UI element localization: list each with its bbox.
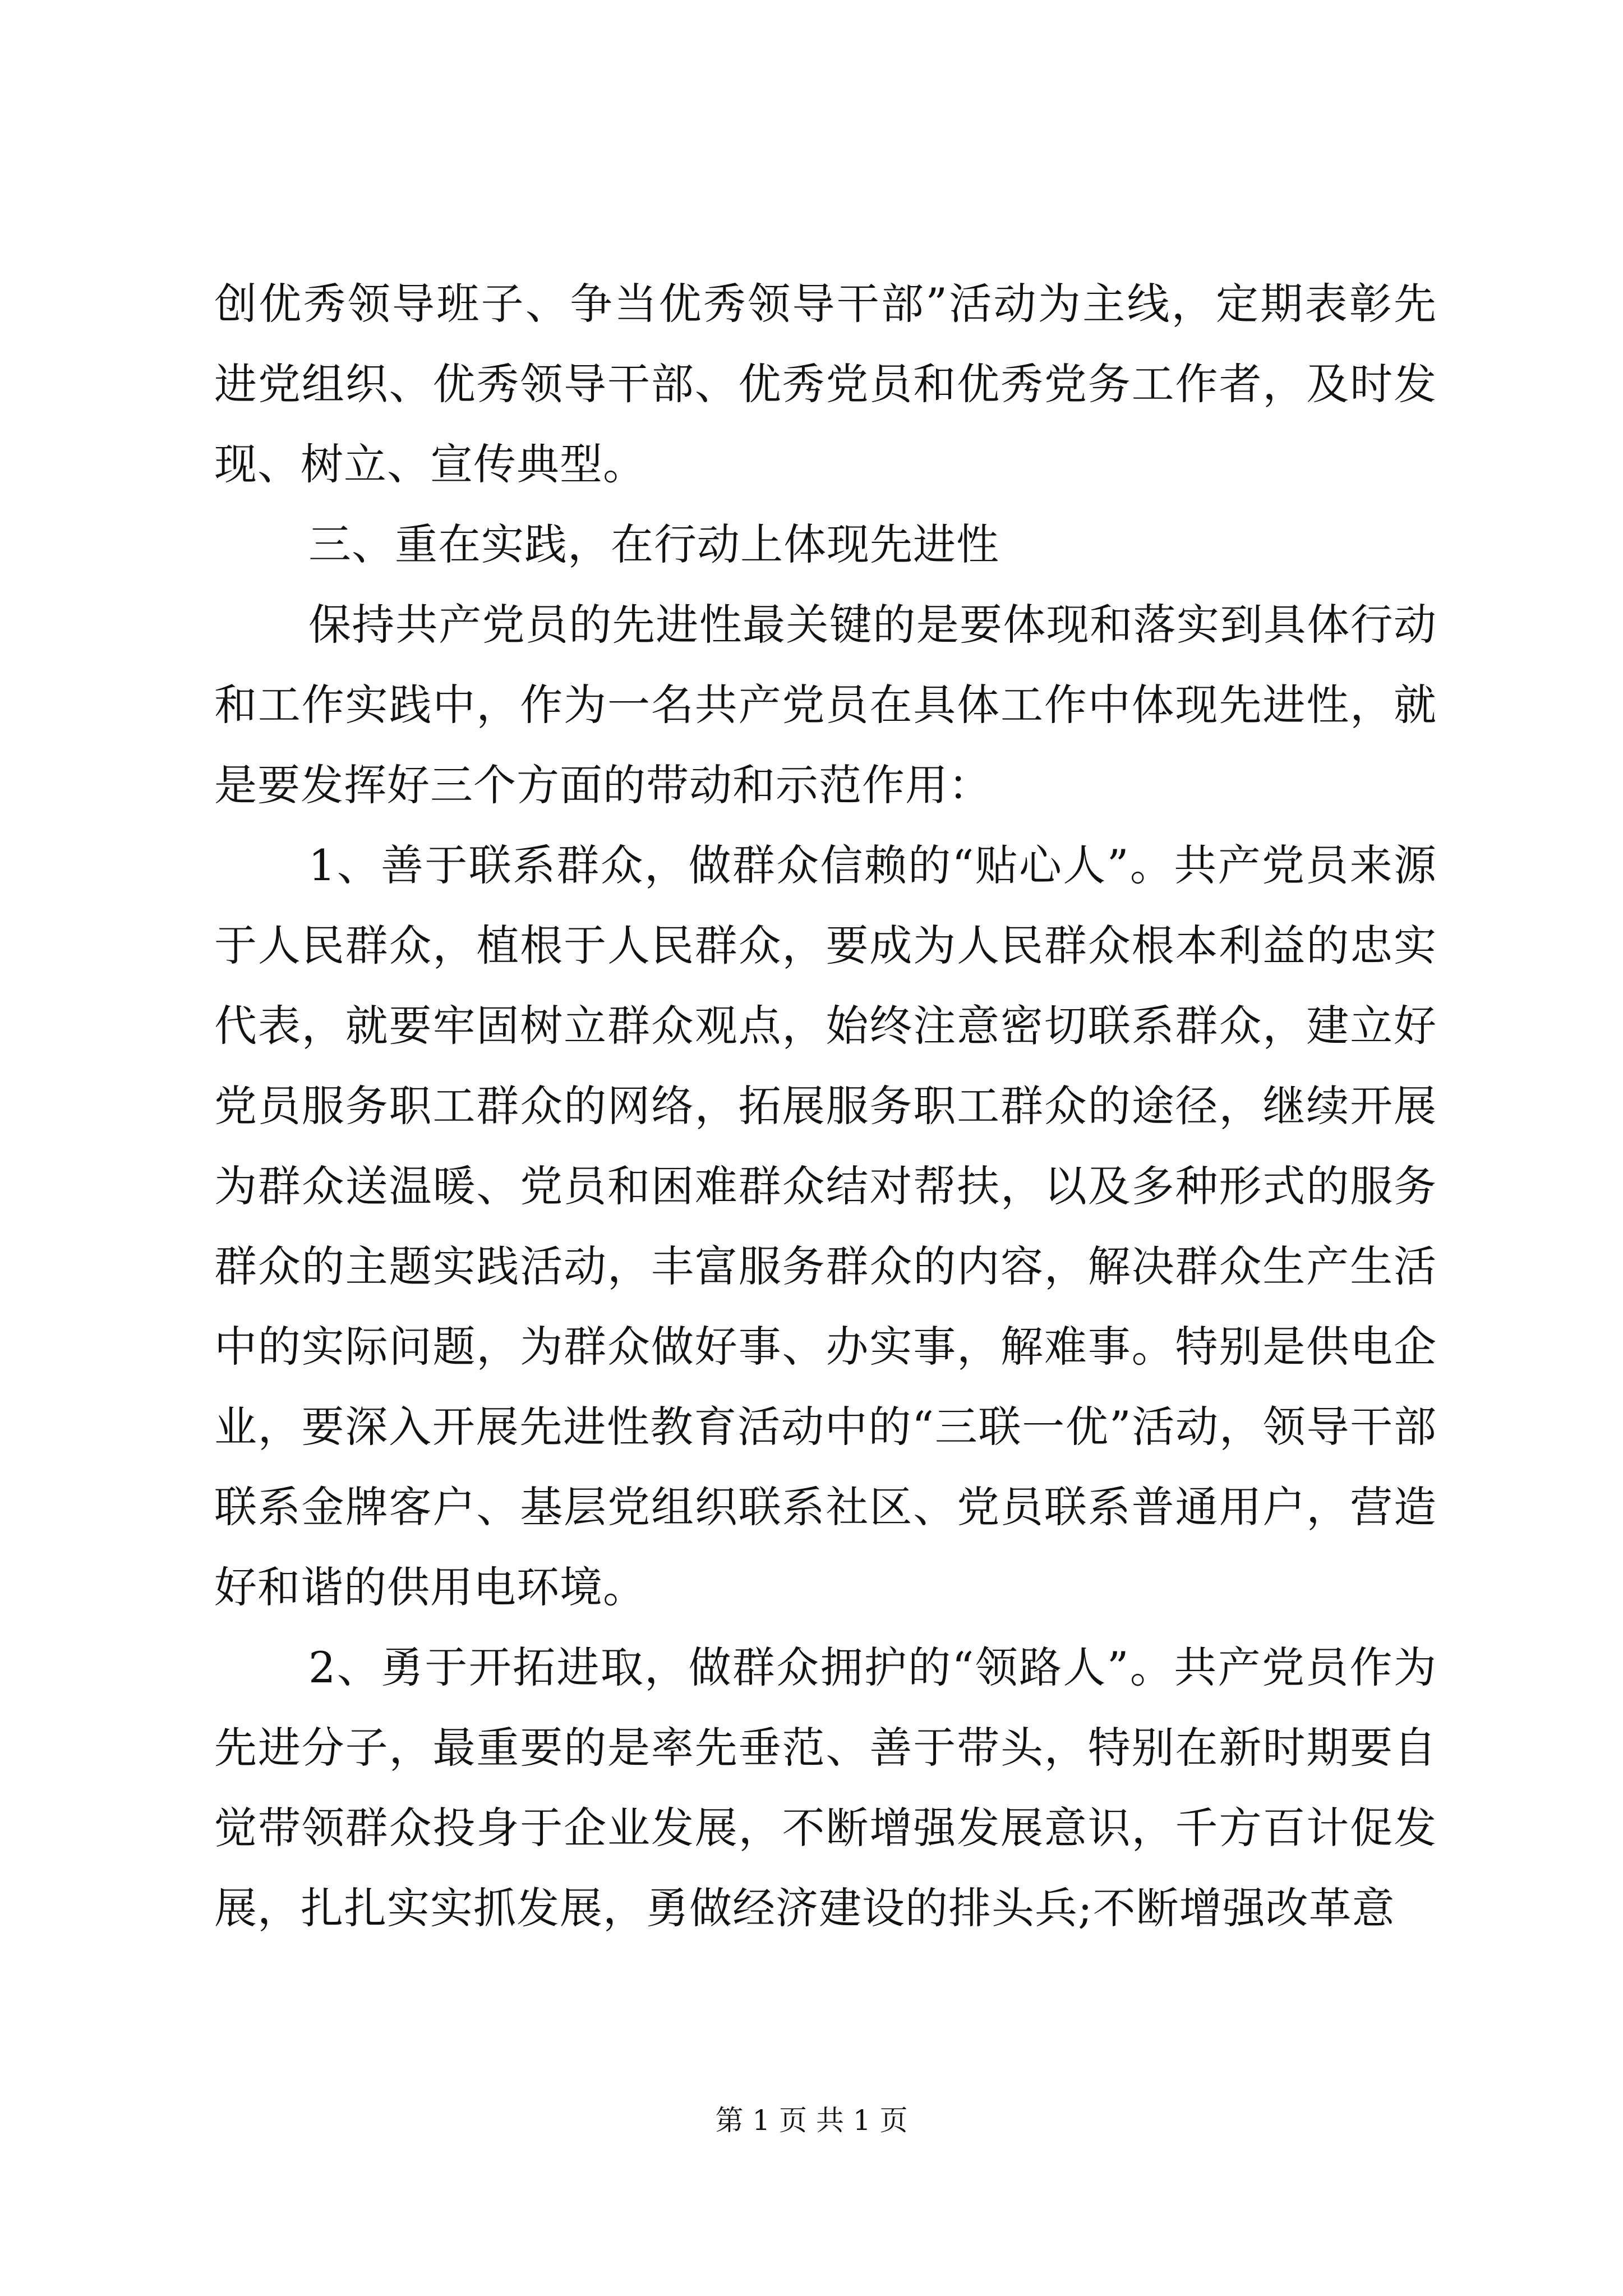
paragraph-item-1: 1、善于联系群众，做群众信赖的“贴心人”。共产党员来源于人民群众，植根于人民群众，要成为人民群众根本利益的忠实代表，就要牢固树立群众观点，始终注意密切联系群众，建立好党员服务职工群众的网络，拓展服务职工群众的途径，继续开展为群众送温暖、党员和困难群众结对帮扶，以及多种形式的服务群众的主题实践活动，丰富服务群众的内容，解决群众生产生活中的实际问题，为群众做好事、办实事，解难事。特别是供电企业，要深入开展先进性教育活动中的“三联一优”活动，领导干部联系金牌客户、基层党组织联系社区、党员联系普通用户，营造好和谐的供用电环境。 <box>214 840 1437 1612</box>
paragraph-intro: 保持共产党员的先进性最关键的是要体现和落实到具体行动和工作实践中，作为一名共产党员在具体工作中体现先进性，就是要发挥好三个方面的带动和示范作用： <box>214 600 1437 810</box>
paragraph-item-2: 2、勇于开拓进取，做群众拥护的“领路人”。共产党员作为先进分子，最重要的是率先垂范、善于带头，特别在新时期要自觉带领群众投身于企业发展，不断增强发展意识，千方百计促发展，扎扎实实抓发展，勇做经济建设的排头兵;不断增强改革意 <box>214 1642 1437 1933</box>
paragraph-continuation: 创优秀领导班子、争当优秀领导干部”活动为主线，定期表彰先进党组织、优秀领导干部、优秀党员和优秀党务工作者，及时发现、树立、宣传典型。 <box>214 279 1437 489</box>
page-footer: 第 1 页 共 1 页 <box>715 2104 908 2137</box>
document-body <box>214 264 1437 1948</box>
section-heading: 三、重在实践，在行动上体现先进性 <box>308 519 999 569</box>
